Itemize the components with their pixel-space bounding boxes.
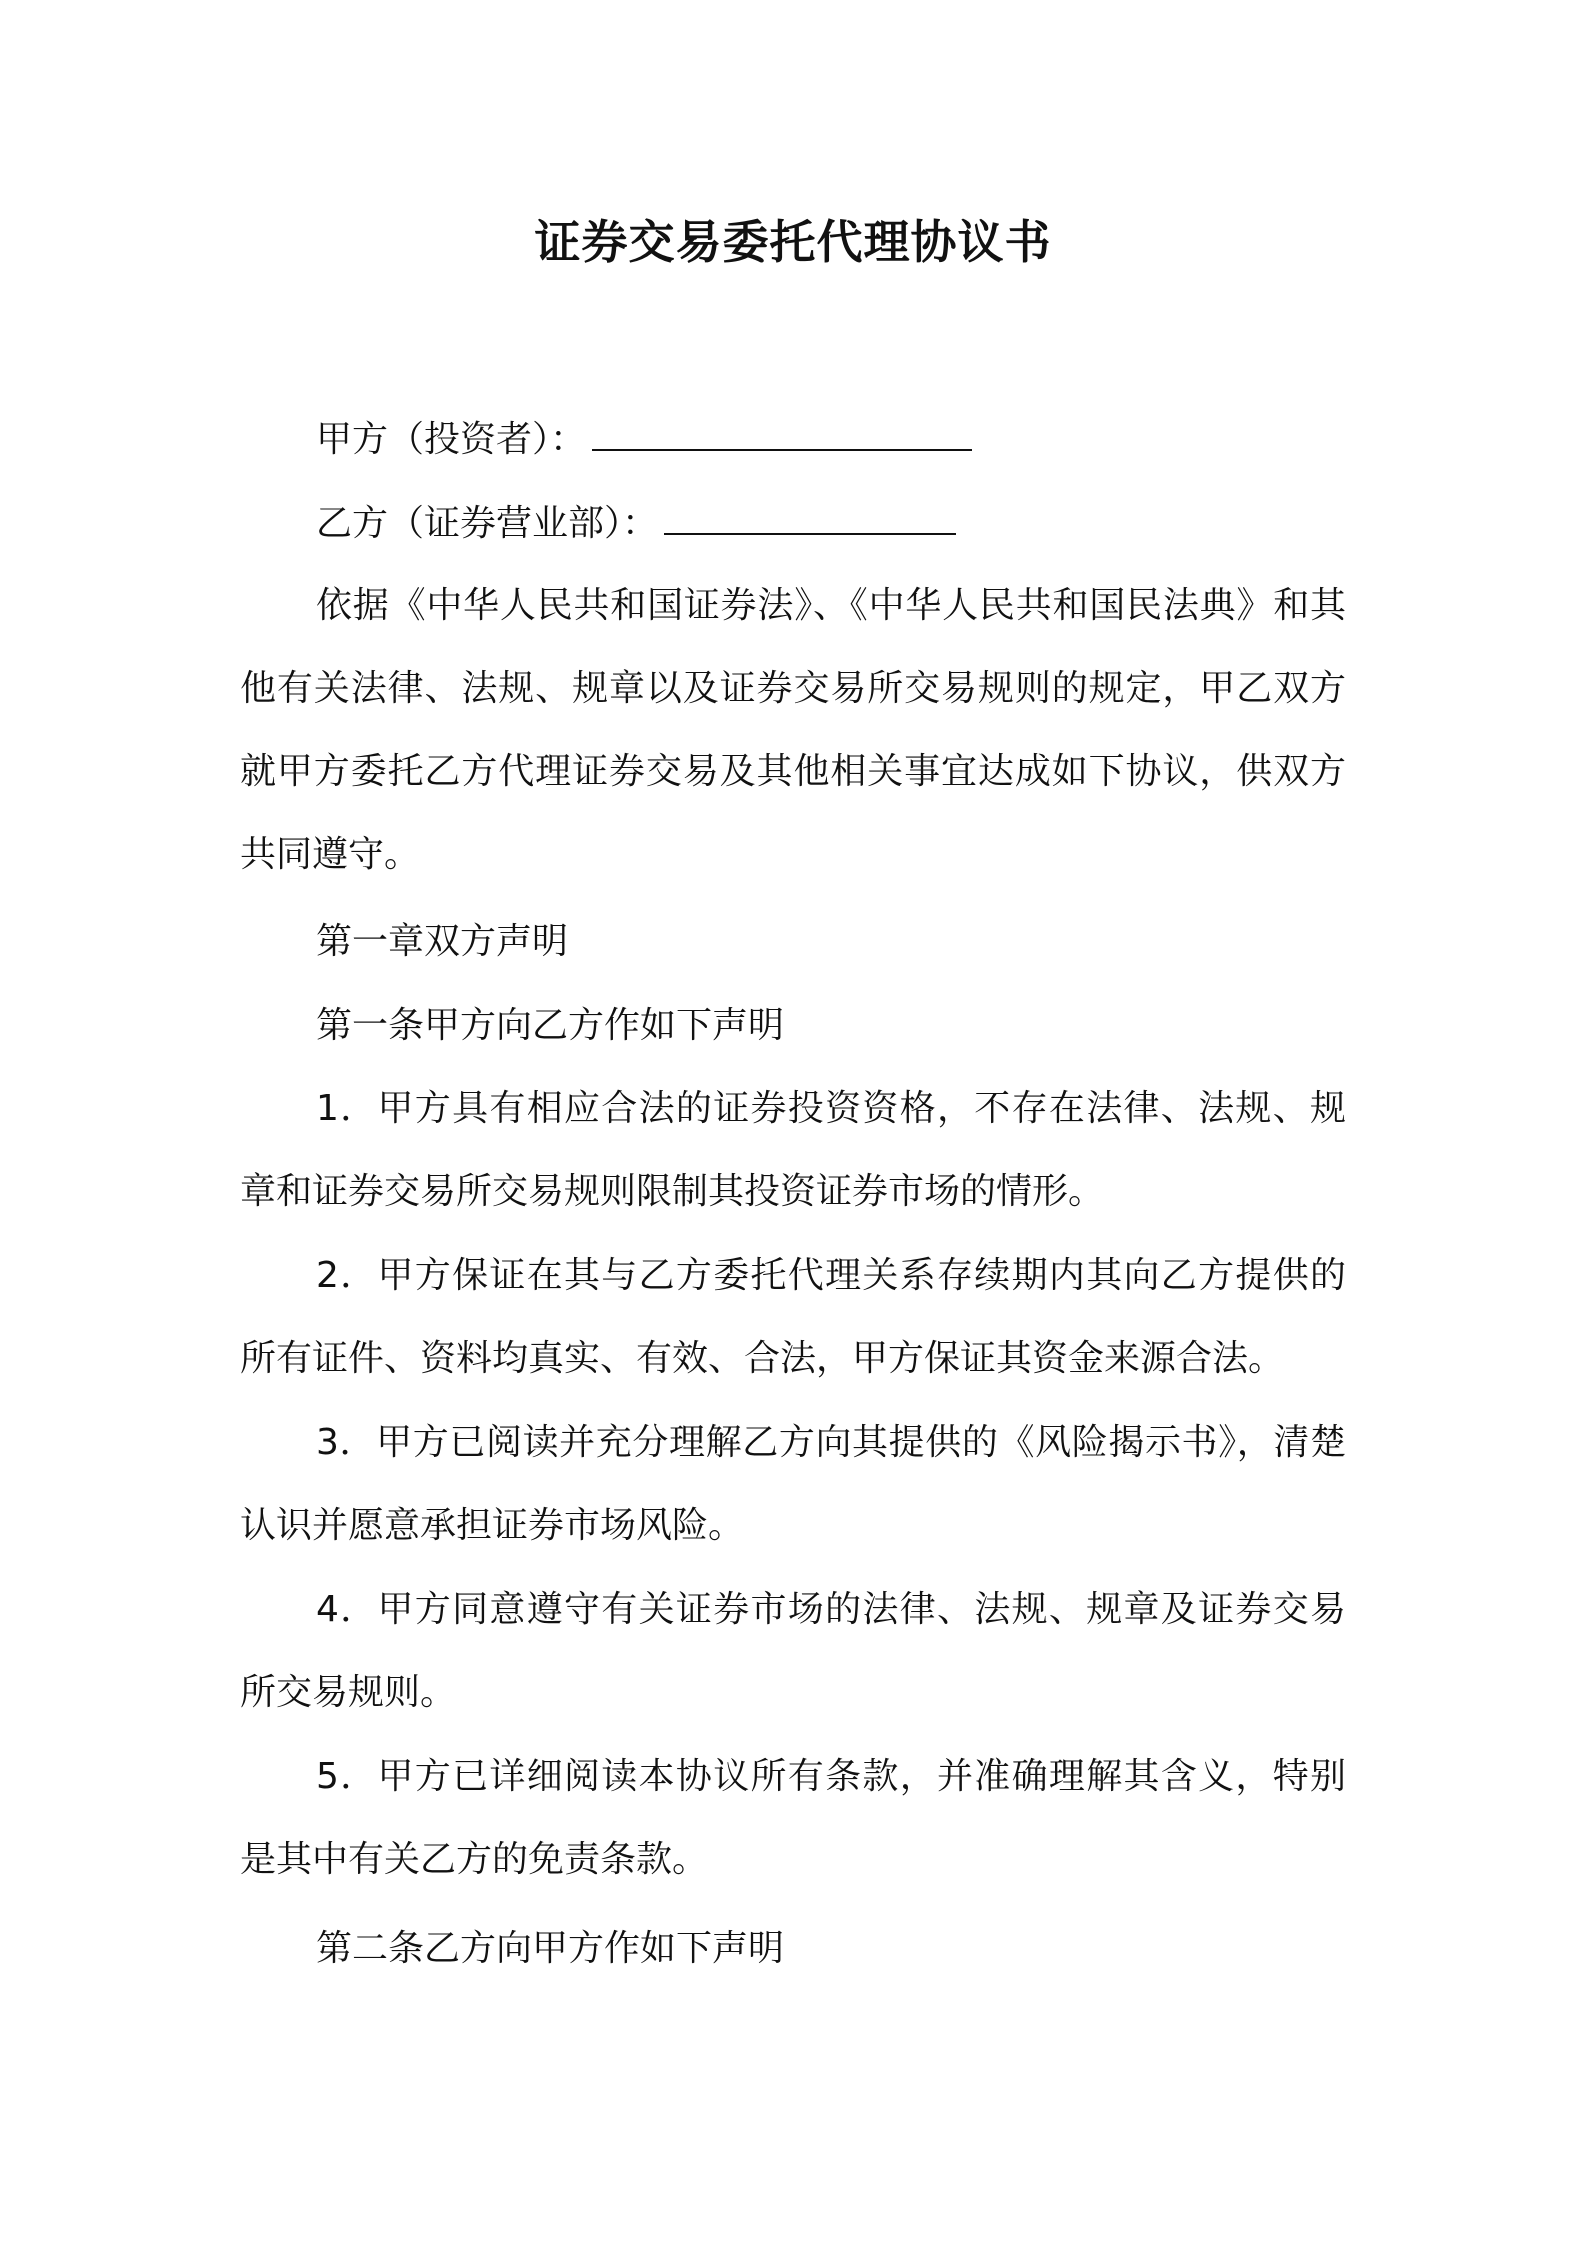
party-b-line xyxy=(316,500,956,548)
party-b-blank-field[interactable] xyxy=(664,507,956,535)
party-a-label: 甲方（投资者）： xyxy=(316,419,587,460)
party-a-blank-field[interactable] xyxy=(592,423,972,451)
clause-2-text: 2．甲方保证在其与乙方委托代理关系存续期内其向乙方提供的所有证件、资料均真实、有效、合法，甲方保证其资金来源合法。 xyxy=(240,1255,1346,1379)
preamble-paragraph xyxy=(240,564,1346,896)
party-a-line xyxy=(316,416,972,464)
clause-3-text: 3．甲方已阅读并充分理解乙方向其提供的《风险揭示书》，清楚认识并愿意承担证券市场风险。 xyxy=(240,1422,1346,1546)
clause-1-paragraph xyxy=(240,1067,1346,1233)
clause-4-paragraph xyxy=(240,1568,1346,1734)
clause-2-paragraph xyxy=(240,1234,1346,1400)
chapter-1-heading: 第一章双方声明 xyxy=(316,921,569,962)
clause-4-text: 4．甲方同意遵守有关证券市场的法律、法规、规章及证券交易所交易规则。 xyxy=(240,1589,1346,1713)
clause-3-paragraph xyxy=(240,1401,1346,1567)
clause-1-text: 1．甲方具有相应合法的证券投资资格，不存在法律、法规、规章和证券交易所交易规则限制其投资证券市场的情形。 xyxy=(240,1088,1346,1212)
preamble-text: 依据《中华人民共和国证券法》、《中华人民共和国民法典》和其他有关法律、法规、规章以及证券交易所交易规则的规定，甲乙双方就甲方委托乙方代理证券交易及其他相关事宜达成如下协议，供双方共同遵守。 xyxy=(240,585,1346,875)
document-title: 证券交易委托代理协议书 xyxy=(534,215,1052,269)
party-b-label: 乙方（证券营业部）： xyxy=(316,503,659,544)
clause-5-text: 5．甲方已详细阅读本协议所有条款，并准确理解其含义，特别是其中有关乙方的免责条款。 xyxy=(240,1756,1346,1880)
article-2-heading: 第二条乙方向甲方作如下声明 xyxy=(316,1928,785,1969)
article-1-heading: 第一条甲方向乙方作如下声明 xyxy=(316,1005,785,1046)
clause-5-paragraph xyxy=(240,1735,1346,1901)
